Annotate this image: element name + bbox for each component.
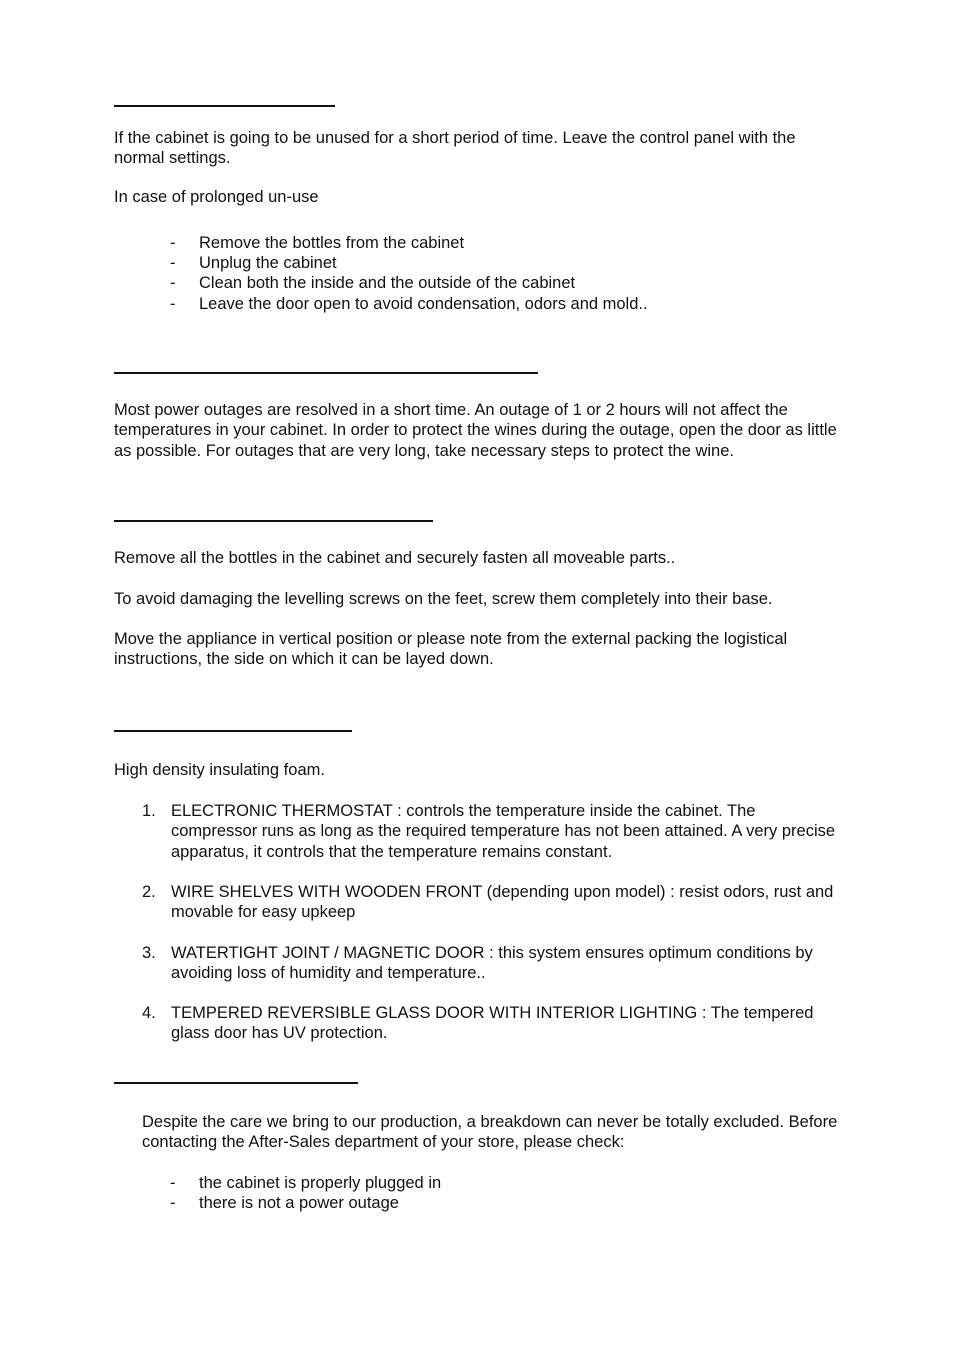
section-heading-rule-troubleshooting bbox=[114, 1082, 358, 1084]
bullet-dash: - bbox=[170, 234, 176, 252]
troubleshooting-paragraph: Despite the care we bring to our production, a breakdown can never be totally excluded. Before contacting the After-Sales department of your store, please check: bbox=[142, 1113, 838, 1152]
bullet-dash: - bbox=[170, 1194, 176, 1212]
list-item: there is not a power outage bbox=[199, 1194, 399, 1212]
bullet-dash: - bbox=[170, 295, 176, 313]
list-item-number: 2. bbox=[142, 883, 156, 901]
list-item-number: 1. bbox=[142, 802, 156, 820]
list-item: Unplug the cabinet bbox=[199, 254, 337, 272]
bullet-dash: - bbox=[170, 274, 176, 292]
features-paragraph-foam: High density insulating foam. bbox=[114, 761, 325, 779]
section-heading-rule-features bbox=[114, 730, 352, 732]
list-item: TEMPERED REVERSIBLE GLASS DOOR WITH INTERIOR LIGHTING : The tempered glass door has UV protection. bbox=[171, 1004, 814, 1043]
list-item: ELECTRONIC THERMOSTAT : controls the temperature inside the cabinet. The compressor runs as long as the required temperature has not been attained. A very precise apparatus, it controls that the temperature remains constant. bbox=[171, 802, 836, 861]
list-item: Clean both the inside and the outside of the cabinet bbox=[199, 274, 576, 292]
list-item-number: 3. bbox=[142, 944, 156, 962]
section-heading-rule-storage bbox=[114, 105, 335, 107]
list-item: WATERTIGHT JOINT / MAGNETIC DOOR : this system ensures optimum conditions by avoiding loss of humidity and temperature.. bbox=[171, 944, 813, 983]
moving-paragraph-position: Move the appliance in vertical position or please note from the external packing the logistical instructions, the side on which it can be layed down. bbox=[114, 630, 788, 669]
bullet-dash: - bbox=[170, 1174, 176, 1192]
moving-paragraph-screws: To avoid damaging the levelling screws on the feet, screw them completely into their base. bbox=[114, 590, 773, 608]
section-heading-rule-moving bbox=[114, 520, 433, 522]
list-item-number: 4. bbox=[142, 1004, 156, 1022]
list-item: WIRE SHELVES WITH WOODEN FRONT (depending upon model) : resist odors, rust and movable for easy upkeep bbox=[171, 883, 834, 922]
moving-paragraph-bottles: Remove all the bottles in the cabinet and securely fasten all moveable parts.. bbox=[114, 549, 676, 567]
bullet-dash: - bbox=[170, 254, 176, 272]
storage-paragraph-short: If the cabinet is going to be unused for a short period of time. Leave the control panel with the normal settings. bbox=[114, 129, 796, 168]
list-item: Remove the bottles from the cabinet bbox=[199, 234, 465, 252]
list-item: Leave the door open to avoid condensation, odors and mold.. bbox=[199, 295, 648, 313]
power-outage-paragraph: Most power outages are resolved in a short time. An outage of 1 or 2 hours will not affect the temperatures in your cabinet. In order to protect the wines during the outage, open the door as little as possible. For outages that are very long, take necessary steps to protect the wine. bbox=[114, 401, 837, 460]
section-heading-rule-power bbox=[114, 372, 538, 374]
list-item: the cabinet is properly plugged in bbox=[199, 1174, 442, 1192]
storage-paragraph-prolonged: In case of prolonged un-use bbox=[114, 188, 319, 206]
